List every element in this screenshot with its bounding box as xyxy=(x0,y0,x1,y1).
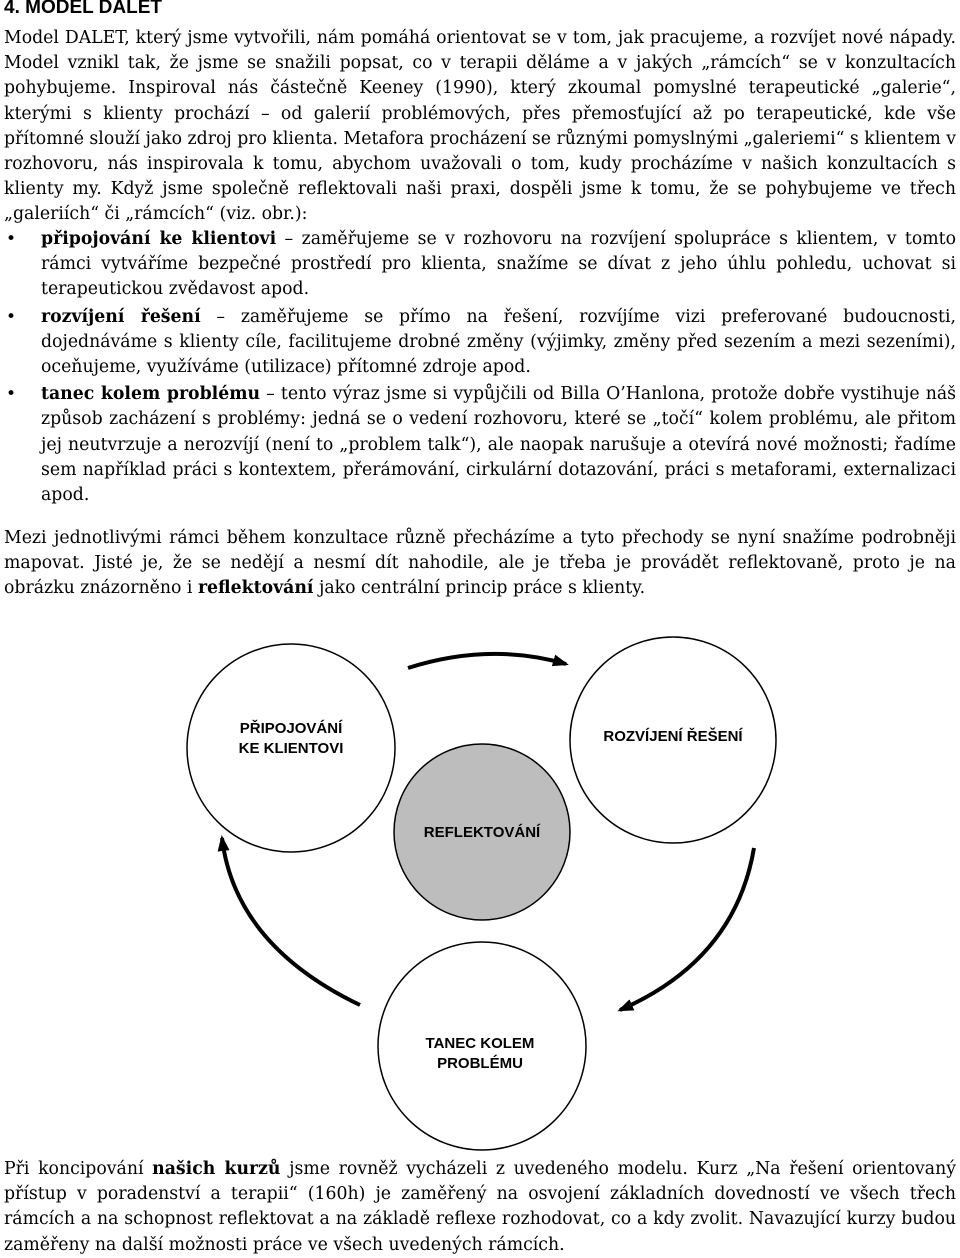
bullet-term: tanec kolem problému xyxy=(41,384,261,405)
node-dance-label-1: TANEC KOLEM xyxy=(425,1035,535,1052)
section-heading: 4. MODEL DALET xyxy=(4,0,162,18)
arrow-left xyxy=(222,838,360,1005)
transition-bold: reflektování xyxy=(197,578,314,599)
transition-text-2: jako centrální princip práce s klienty. xyxy=(313,578,646,599)
bullet-term: připojování ke klientovi xyxy=(41,229,277,249)
bullet-text: – zaměřujeme se v rozhovoru na rozvíjení spolupráce s klientem, v tomto rámci vytváříme bezpečné prostředí pro klienta, snažíme se dívat z jeho úhlu pohledu, uchovat si terapeutickou zvědavost apod. xyxy=(41,229,956,300)
bullet-text: – tento výraz jsme si vypůjčili od Billa O’Hanlona, protože dobře vystihuje náš způsob zacházení s problémy: jedná se o vedení rozhovoru, které se „točí“ kolem problému, ale přitom jej neutvrzuje a nerozvíjí (není to „problem talk“), ale naopak narušuje a otevírá nové možnosti; řadíme sem například práci s kontextem, přerámování, cirkulární dotazování, práci s metaforami, externalizaci apod. xyxy=(41,384,956,506)
courses-paragraph xyxy=(4,1157,956,1258)
courses-text-1: Při koncipování xyxy=(4,1159,153,1179)
transition-text-1: Mezi jednotlivými rámci během konzultace různě přecházíme a tyto přechody se nyní snažíme podrobněji mapovat. Jisté je, že se nedějí a nesmí dít nahodile, ale je třeba je provádět reflektovaně, proto je na obrázku znázorněno i xyxy=(4,528,956,599)
bullet-text: – zaměřujeme se přímo na řešení, rozvíjíme vizi preferované budoucnosti, dojednáváme s klienty cíle, facilitujeme drobné změny (výjimky, změny před sezením a mezi sezeními), oceňujeme, využíváme (utilizace) přítomné zdroje apod. xyxy=(41,306,956,378)
bullet-marker: • xyxy=(6,384,17,405)
node-joining-label-1: PŘIPOJOVÁNÍ xyxy=(239,720,343,737)
node-solutions-label: ROZVÍJENÍ ŘEŠENÍ xyxy=(603,728,743,745)
bullet-term: rozvíjení řešení xyxy=(41,306,201,327)
intro-text: Model DALET, který jsme vytvořili, nám pomáhá orientovat se v tom, jak pracujeme, a rozvíjet nové nápady. Model vznikl tak, že jsme se snažili popsat, co v terapii děláme a v jakých „rámcích“ se v konzultacích pohybujeme. Inspiroval nás částečně Keeney (1990), který zkoumal pomyslné terapeutické „galerie“, kterými s klienty prochází – od galerií problémových, přes přemosťující až po terapeutické, kde vše přítomné slouží jako zdroj pro klienta. Metafora procházení se různými pomyslnými „galeriemi“ s klientem v rozhovoru, nás inspirovala k tomu, abychom uvažovali o tom, kudy procházíme v našich konzultacích s klienty my. Když jsme společně reflektovali naši praxi, dospěli jsme k tomu, že se pohybujeme ve třech „galeriích“ či „rámcích“ (viz. obr.): xyxy=(4,28,956,225)
node-center-label: REFLEKTOVÁNÍ xyxy=(423,824,541,841)
arrow-right xyxy=(620,848,754,1010)
node-dance-label-2: PROBLÉMU xyxy=(437,1055,523,1072)
courses-bold: našich kurzů xyxy=(152,1159,281,1179)
bullet-marker: • xyxy=(6,229,17,249)
bullet-marker: • xyxy=(6,306,17,327)
node-joining-label-2: KE KLIENTOVI xyxy=(238,740,344,757)
arrow-top xyxy=(408,654,566,668)
courses-text-2: jsme rovněž vycházeli z uvedeného modelu. Kurz „Na řešení orientovaný přístup v poradenství a terapii“ (160h) je zaměřený na osvojení základních dovedností ve všech třech rámcích a na schopnost reflektovat a na základě reflexe rozhodovat, co a kdy zvolit. Navazující kurzy budou zaměřeny na další možnosti práce ve všech uvedených rámcích. xyxy=(4,1159,956,1255)
